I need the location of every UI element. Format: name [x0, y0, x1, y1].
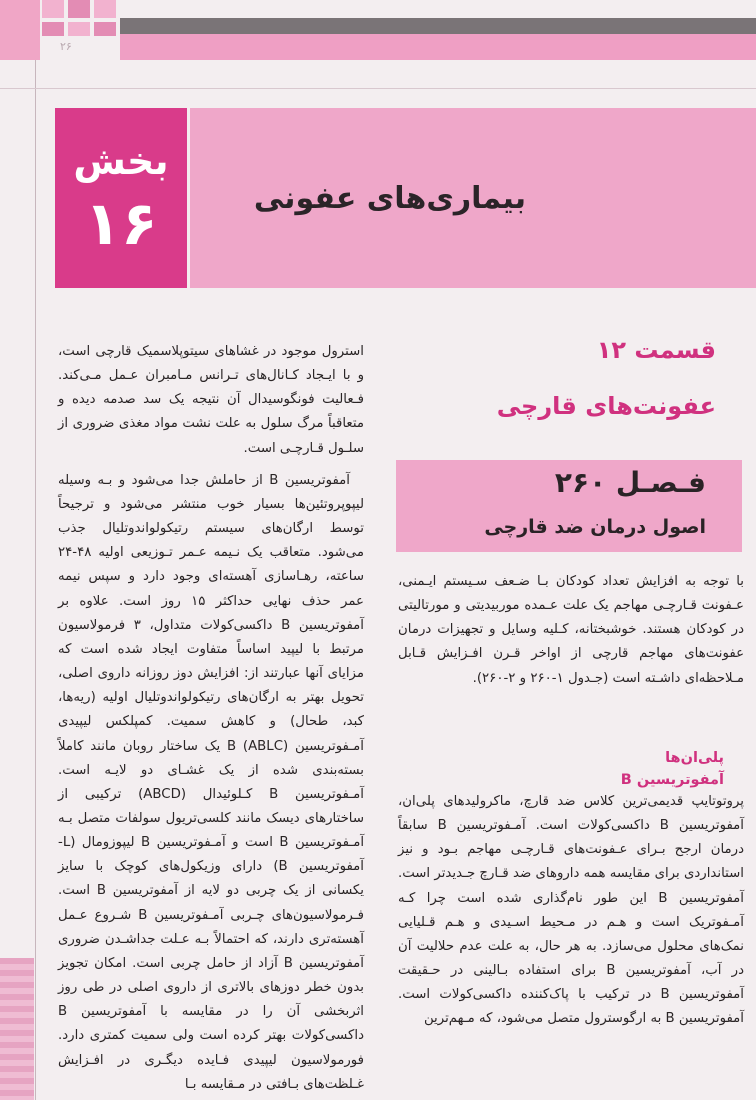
qesmat-subtitle: عفونت‌های قارچی [496, 392, 716, 420]
corner-squares-decoration [40, 0, 120, 60]
header-gray-bar [120, 18, 756, 34]
subheading-polyenes: پلی‌ان‌ها [665, 750, 724, 766]
section-title: بیماری‌های عفونی [253, 180, 526, 216]
part-label: بخش [73, 139, 169, 183]
body-paragraph: پروتوتایپ قدیمی‌ترین کلاس ضد قارچ، ماکرولیدهای پلی‌ان، آمفوتریسین B داکسی‌کولات است. آمـفوتریسین B سابقاً درمان ارجح بـرای عـفونت‌های قـارچـی مهاجم بـود و نیز استانداردی برای مقایسه همه داروهای ضد قـارچ جـدیدتر است. آمفوتریسین B این طور نام‌گذاری شده است چرا کـه آمـفوتریک است و هـم در مـحیط اسـیدی و هـم قـلیایی نمک‌های محلول می‌سازد. به هر حال، به علت عدم حلالیت آن در آب، آمفوتریسین B برای استفاده بـالینی در حـقیقت آمفوتریسین B در ترکیب با پاک‌کننده داکسی‌کولات است. آمفوتریسین B به ارگوسترول متصل می‌شود، که مـهم‌ترین [398, 794, 744, 1027]
chapter-number: فـصـل ۲۶۰ [554, 466, 706, 499]
paragraph: آمفوتریسین B از حاملش جدا می‌شود و بـه وسیله لیپوپروتئین‌ها بسیار خوب منتشر می‌شود و ترجیحاً توسط ارگان‌های سیستم رتیکولواندوتلیال جذب می‌شود. متعاقب یک نـیمه عـمر تـوزیعی اولیه ۴۸-۲۴ ساعته، رهـاسازی آهسته‌ای وجود دارد و سپس نیمه عمر حذف نهایی حداکثر ۱۵ روز است. علاوه بر آمفوتریسین B داکسی‌کولات متداول، ۳ فرمولاسیون مرتبط با لیپید اساساً متفاوت ایجاد شده است که مزایای آنها عبارتند از: افزایش دوز روزانه داروی اصلی، تحویل بهتر به ارگان‌های رتیکولواندوتلیال اولیه (ریه‌ها، کبد، طحال) و کاهش سمیت. کمپلکس لیپیدی آمـفوتریسین B (ABLC) یک ساختار روبان مانند کاملاً بسته‌بندی شده از یک غشـای دو لایـه است. آمـفوتریسین B کـلوئیدال (ABCD) ترکیبی از ساختارهای دیسک مانند کلسی‌تریول سولفات متصل بـه آمـفوتریسین B است و آمـفوتریسین B لیپوزومال (L- آمفوتریسین B) دارای وزیکول‌های کوچک با سایز یکسانی از یک چربی دو لایه از آمفوتریسین B است. فـرمولاسیون‌های چـربی آمـفوتریسین B شـروع عـمل آهسته‌تری دارند، که احتمالاً بـه عـلت جداشـدن ضروری آمفوتریسین B آزاد از حامل چربی است. امکان تجویز بدون خطر دوزهای بالاتری از داروی اصلی در طی روز اثربخشی آن را در مقایسه با آمفوتریسین B داکسی‌کولات بهتر کرده است ولی سمیت کمتری دارد. فورمولاسیون لیپیدی فـایده دیگـری در افـزایش غـلظت‌های بـافتی در مـقایسه بـا [58, 472, 365, 1092]
page-number: ۲۶ [60, 40, 72, 53]
corner-decoration [0, 0, 40, 60]
intro-paragraph-block [398, 570, 744, 691]
header-pink-bar [120, 34, 756, 60]
left-text-column [58, 340, 364, 1097]
chapter-title: اصول درمان ضد قارچی [484, 516, 706, 538]
header-divider [0, 88, 756, 89]
intro-paragraph: با توجه به افزایش تعداد کودکان بـا ضـعف سـیستم ایـمنی، عـفونت قـارچـی مهاجم یک علت عـمده موربیدیتی و مورتالیتی در کودکان هستند. خوشبختانه، کـلیه وسایل و تجهیزات درمان عفونت‌های مهاجم قارچی از اواخر قـرن افـزایش قـابل مـلاحظه‌ای داشـته است (جـدول ۱-۲۶۰ و ۲-۲۶۰). [398, 574, 744, 686]
part-badge [55, 108, 187, 288]
margin-line [35, 60, 36, 1100]
part-number: ۱۶ [84, 189, 158, 259]
right-body-block [398, 790, 744, 1032]
subheading-amphotericin: آمفوتریسین B [620, 772, 724, 788]
bottom-left-decoration [0, 958, 34, 1100]
chapter-box [396, 460, 742, 552]
qesmat-title: قسمت ۱۲ [596, 336, 716, 364]
section-title-banner [190, 108, 756, 288]
paragraph: استرول موجود در غشاهای سیتوپلاسمیک قارچی است، و با ایـجاد کـانال‌های تـرانس مـامبران عـمل مـی‌کند. فـعالیت فونگوسیدال آن نتیجه یک سد صدمه دیده و متعاقباً مرگ سلول به علت نشت مواد مغذی ضروری از سلـول قـارچـی است. [58, 344, 364, 456]
